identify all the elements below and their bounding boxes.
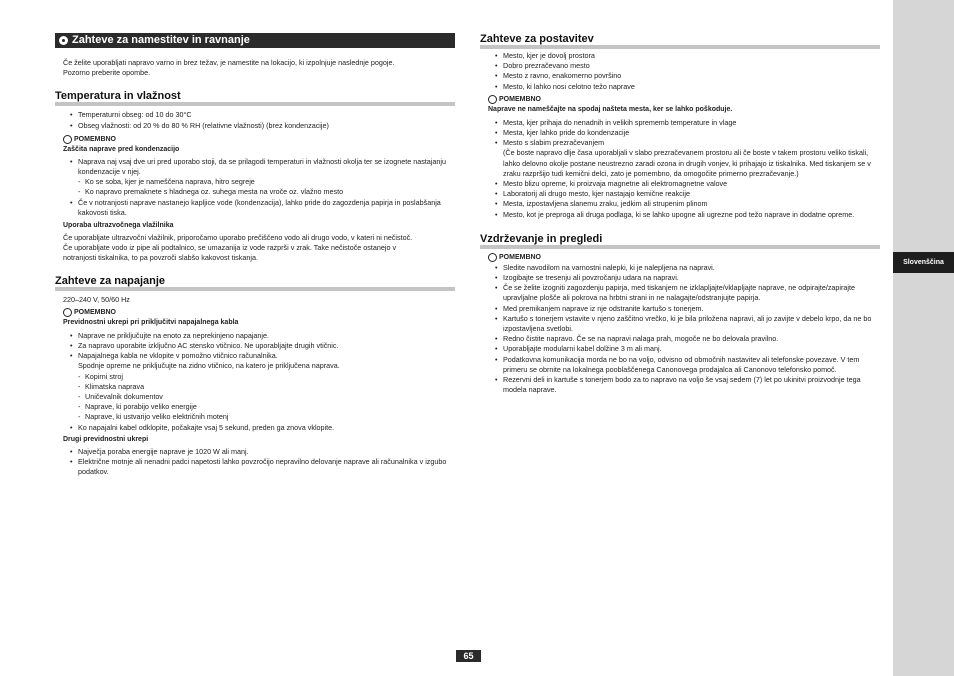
condensation-list — [55, 157, 455, 177]
power-cable-subheading: Previdnostni ukrepi pri priključitvi napajalnega kabla — [63, 318, 239, 326]
humidifier-text: Če uporabljate ultrazvočni vlažilnik, priporočamo uporabo prečiščeno vodo ali drugo vodo, v kateri ni nečistoč. — [63, 233, 413, 243]
important-label: POMEMBNO — [499, 95, 541, 103]
page-number: 65 — [456, 650, 481, 662]
condensation-subheading: Zaščita naprave pred kondenzacijo — [63, 145, 180, 153]
humidifier-text: notranjosti tiskalnika, to pa povzroči slabšo kakovost tiskanja. — [63, 253, 258, 263]
list-item: • Mesto z ravno, enakomerno površino — [480, 71, 880, 81]
list-item: • Temperaturni obseg: od 10 do 30°C — [55, 110, 455, 120]
important-note — [55, 308, 455, 318]
important-note — [480, 253, 880, 263]
important-label: POMEMBNO — [74, 135, 116, 143]
language-side-tab — [893, 0, 954, 676]
important-note — [55, 135, 455, 145]
list-item: • Mesto, kot je preproga ali druga podlaga, ki se lahko upogne ali ugrezne pod težo naprave in dodatne opreme. — [480, 210, 880, 220]
list-item: • Električne motnje ali nenadni padci napetosti lahko povzročijo nepravilno delovanje naprave ali računalnika v izgubo podatkov. — [55, 457, 455, 477]
dash-item: - Ko se soba, kjer je nameščena naprava, hitro segreje — [55, 177, 455, 187]
list-item: • Redno čistite napravo. Če se na napravi nalaga prah, mogoče ne bo delovala pravilno. — [480, 334, 880, 344]
list-item: • Med premikanjem naprave iz nje odstranite kartušo s tonerjem. — [480, 304, 880, 314]
humidifier-text: Če uporabljate vodo iz pipe ali podtalnico, se umazanija iz vode razprši v zrak. Take nečistoče ostanejo v — [63, 243, 397, 253]
important-note — [480, 95, 880, 105]
left-column — [55, 33, 455, 477]
location-warning: Naprave ne nameščajte na spodaj našteta mesta, ker se lahko poškoduje. — [488, 105, 733, 113]
list-item: • Rezervni deli in kartuše s tonerjem bodo za to napravo na voljo še vsaj sedem (7) let po ukinitvi proizvodnje tega modela naprave. — [480, 375, 880, 395]
condensation-list-2 — [55, 198, 455, 218]
list-item: • Naprava naj vsaj dve uri pred uporabo stoji, da se prilagodi temperaturi in vlažnosti okolja ter se izognete nastajanju kondenzacije v njej. — [55, 157, 455, 177]
banner-title: Zahteve za namestitev in ravnanje — [72, 34, 250, 46]
list-item: • Mesto, kjer je dovolj prostora — [480, 51, 880, 61]
list-item-text: Mesto s slabim prezračevanjem — [503, 138, 605, 148]
important-icon — [63, 135, 72, 144]
list-item: • Mesto, ki lahko nosi celotno težo naprave — [480, 82, 880, 92]
list-item: • Kartušo s tonerjem vstavite v njeno zaščitno vrečko, ki je bila priložena napravi, ali jo zavijte v debelo krpo, da ne bo izpostavljena svetlobi. — [480, 314, 880, 334]
power-heading: Zahteve za napajanje — [55, 275, 455, 291]
language-label: Slovenščina — [893, 252, 954, 273]
bad-location-list — [480, 118, 880, 220]
section-banner — [55, 33, 455, 48]
list-item: • Mesto blizu opreme, ki proizvaja magnetne ali elektromagnetne valove — [480, 179, 880, 189]
power-dash-list — [55, 372, 455, 423]
dash-item: - Ko napravo premaknete s hladnega oz. suhega mesta na vroče oz. vlažno mesto — [55, 187, 455, 197]
condensation-dash-list — [55, 177, 455, 197]
list-item: • Ko napajalni kabel odklopite, počakajte vsaj 5 sekund, preden ga znova vklopite. — [55, 423, 455, 433]
maintenance-list — [480, 263, 880, 396]
humidifier-subheading: Uporaba ultrazvočnega vlažilnika — [63, 222, 174, 230]
power-spec: 220–240 V, 50/60 Hz — [63, 294, 130, 304]
ventilation-note: (Če boste napravo dlje časa uporabljali v slabo prezračevanem prostoru ali če boste v takem prostoru veliko tiskali, lahko delovno okolje postane neustrezno zaradi ozona in drugih vonjev, ki prihajajo iz tiskalnika. Med tiskanjem se v zraku razpršijo tudi kemični delci, zato je pomembno, da omogočite primerno prezračevanje.) — [503, 148, 871, 178]
temperature-list — [55, 110, 455, 130]
dash-item: - Naprave, ki porabijo veliko energije — [55, 402, 455, 412]
list-item: • Če v notranjosti naprave nastanejo kapljice vode (kondenzacija), lahko pride do zagozdenja papirja in poslabšanja kakovosti tiska. — [55, 198, 455, 218]
list-item: • Največja poraba energije naprave je 1020 W ali manj. — [55, 447, 455, 457]
list-item — [480, 138, 880, 179]
list-item: • Laboratorij ali drugo mesto, kjer nastajajo kemične reakcije — [480, 189, 880, 199]
list-item: • Naprave ne priključujte na enoto za neprekinjeno napajanje. — [55, 331, 455, 341]
list-item: • Obseg vlažnosti: od 20 % do 80 % RH (relativne vlažnosti) (brez kondenzacije) — [55, 121, 455, 131]
list-item: • Uporabljajte modularni kabel dolžine 3 m ali manj. — [480, 344, 880, 354]
list-item: • Če se želite izogniti zagozdenju papirja, med tiskanjem ne izklapljajte/vklapljajte naprave, ne odpirajte/zapirajte upravljalne plošče ali pokrova na hrbtni strani in ne nalagajte/odstranjujte papirja. — [480, 283, 880, 303]
other-precautions-list — [55, 447, 455, 478]
intro-line-1: Če želite uporabljati napravo varno in brez težav, je namestite na lokacijo, ki izpolnjuje naslednje pogoje. — [63, 58, 395, 67]
power-note: Spodnje opreme ne priključujte na zidno vtičnico, na katero je priključena naprava. — [78, 361, 340, 371]
dash-item: - Kopirni stroj — [55, 372, 455, 382]
dash-item: - Klimatska naprava — [55, 382, 455, 392]
list-item: • Sledite navodilom na varnostni nalepki, ki je nalepljena na napravi. — [480, 263, 880, 273]
list-item: • Podatkovna komunikacija morda ne bo na voljo, odvisno od območnih nastavitev ali telefonske povezave. V tem primeru se obrnite na lokalnega pooblaščenega Canonovega prodajalca ali Canonovo telefonsko pomoč. — [480, 355, 880, 375]
temperature-heading: Temperatura in vlažnost — [55, 90, 455, 106]
dash-item: - Naprave, ki ustvarijo veliko električnih motenj — [55, 412, 455, 422]
list-item: • Mesta, kjer lahko pride do kondenzacije — [480, 128, 880, 138]
list-item: • Za napravo uporabite izključno AC stensko vtičnico. Ne uporabljajte drugih vtičnic. — [55, 341, 455, 351]
location-list — [480, 51, 880, 92]
dash-item: - Uničevalnik dokumentov — [55, 392, 455, 402]
maintenance-heading: Vzdrževanje in pregledi — [480, 233, 880, 249]
right-column — [480, 33, 880, 395]
important-label: POMEMBNO — [74, 308, 116, 316]
important-icon — [488, 95, 497, 104]
gear-bullet-icon — [59, 36, 68, 45]
location-heading: Zahteve za postavitev — [480, 33, 880, 49]
important-icon — [488, 253, 497, 262]
list-item: • Napajalnega kabla ne vklopite v pomožno vtičnico računalnika. — [55, 351, 455, 361]
power-list — [55, 331, 455, 362]
power-list-2 — [55, 423, 455, 433]
list-item: • Mesta, izpostavljena slanemu zraku, jedkim ali strupenim plinom — [480, 199, 880, 209]
list-item: • Dobro prezračevano mesto — [480, 61, 880, 71]
important-icon — [63, 308, 72, 317]
intro-line-2: Pozorno preberite opombe. — [63, 68, 151, 78]
other-precautions-subheading: Drugi previdnostni ukrepi — [63, 435, 149, 443]
list-item: • Mesta, kjer prihaja do nenadnih in velikih sprememb temperature in vlage — [480, 118, 880, 128]
important-label: POMEMBNO — [499, 253, 541, 261]
list-item: • Izogibajte se tresenju ali povzročanju udara na napravi. — [480, 273, 880, 283]
